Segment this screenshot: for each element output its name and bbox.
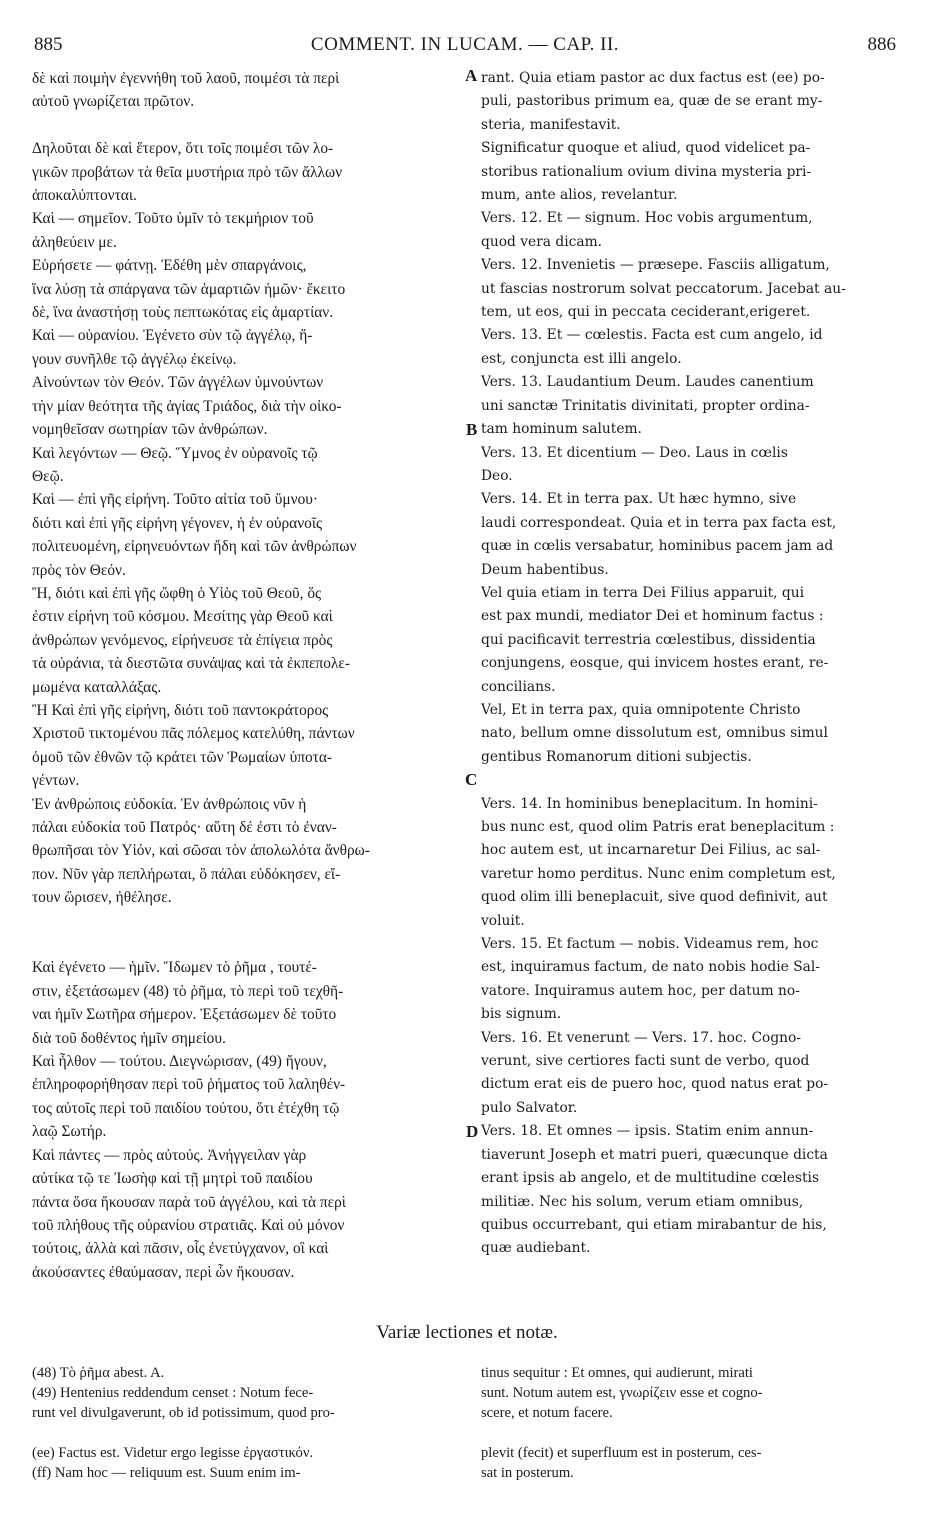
latin-text-line: Vers. 13. Et dicentium — Deo. Laus in cœlis	[481, 444, 788, 461]
latin-text-line: quod vera dicam.	[481, 233, 603, 250]
latin-text-line: Vers. 14. In hominibus beneplacitum. In homini-	[481, 795, 818, 812]
greek-text-line: Ἐν ἀνθρώποις εὐδοκία. Ἐν ἀνθρώποις νῦν ἡ	[32, 795, 307, 813]
greek-text-line: πον. Νῦν γὰρ πεπλήρωται, ὃ πάλαι εὐδόκησεν, εἴ-	[32, 865, 341, 883]
greek-text-line: στιν, ἐξετάσωμεν (48) τὸ ῥῆμα, τὸ περὶ τοῦ τεχθῆ-	[32, 982, 344, 1000]
latin-text-line: puli, pastoribus primum ea, quæ de se erant my-	[481, 93, 823, 110]
latin-text-line: tiaverunt Joseph et matri pueri, quæcunque dicta	[481, 1146, 828, 1163]
greek-text-line: τὰ οὐράνια, τὰ διεστῶτα συνάψας καὶ τὰ ἐκπεπολε-	[32, 655, 350, 673]
greek-text-line: Χριστοῦ τικτομένου πᾶς πόλεμος κατελύθη, πάντων	[32, 725, 355, 743]
notes-left-column	[32, 1363, 462, 1483]
latin-text-line: Vers. 12. Et — signum. Hoc vobis argumentum,	[481, 210, 813, 227]
greek-text-line: τούτοις, ἀλλὰ καὶ πᾶσιν, οἷς ἐνετύγχανον, οἳ καὶ	[32, 1240, 329, 1258]
greek-text-line	[32, 114, 462, 137]
latin-text-line: vatore. Inquiramus autem hoc, per datum no-	[481, 982, 800, 999]
latin-text-line: est pax mundi, mediator Dei et hominum factus :	[481, 608, 824, 625]
greek-text-line: αὐτοῦ γνωρίζεται πρῶτον.	[32, 93, 195, 111]
greek-text-line: πάντα ὅσα ἤκουσαν παρὰ τοῦ ἀγγέλου, καὶ τὰ περὶ	[32, 1193, 346, 1211]
note-line: tinus sequitur : Et omnes, qui audierunt, mirati	[481, 1365, 753, 1381]
latin-text-line: qui pacificavit terrestria cœlestibus, dissidentia	[481, 631, 816, 648]
latin-text-line: quod olim illi beneplacuit, sive quod definivit, aut	[481, 889, 828, 906]
greek-text-line: ὁμοῦ τῶν ἐθνῶν τῷ κράτει τῶν Ῥωμαίων ὑποτα-	[32, 748, 333, 766]
latin-text-line: erant ipsis ab angelo, et de multitudine cœlestis	[481, 1170, 820, 1187]
note-line: (48) Τὸ ῥῆμα abest. A.	[32, 1365, 165, 1381]
greek-text-line	[32, 910, 462, 933]
greek-text-line: Ἢ, διότι καὶ ἐπὶ γῆς ὤφθη ὁ Υἱὸς τοῦ Θεοῦ, ὅς	[32, 584, 322, 602]
latin-text-line: quæ in cœlis versabatur, hominibus pacem jam ad	[481, 538, 834, 555]
latin-text-line: pulo Salvator.	[481, 1099, 578, 1116]
latin-text-line: Vers. 12. Invenietis — præsepe. Fasciis alligatum,	[481, 257, 830, 274]
greek-text-line: τος αὐτοῖς περὶ τοῦ παιδίου τούτου, ὅτι ἐτέχθη τῷ	[32, 1099, 340, 1117]
greek-text-line: δὲ καὶ ποιμὴν ἐγεννήθη τοῦ λαοῦ, ποιμέσι τὰ περὶ	[32, 70, 340, 87]
greek-text-line: ἀληθεύειν με.	[32, 233, 117, 251]
greek-text-line: γέντων.	[32, 772, 80, 790]
latin-text-line: storibus rationalium ovium divina mysteria pri-	[481, 163, 812, 180]
greek-text-line: Καὶ πάντες — πρὸς αὐτούς. Ἀνήγγειλαν γὰρ	[32, 1146, 307, 1164]
greek-text-line: τουν ὥρισεν, ἠθέλησε.	[32, 889, 172, 907]
greek-text-line: ἐστιν εἰρήνη τοῦ κόσμου. Μεσίτης γὰρ Θεοῦ καὶ	[32, 608, 333, 626]
latin-text-line	[481, 769, 895, 792]
greek-text-line: Καὶ ἐγένετο — ἡμῖν. Ἴδωμεν τὸ ῥῆμα , τουτέ-	[32, 959, 317, 977]
note-line: plevit (fecit) et superfluum est in posterum, ces-	[481, 1445, 762, 1461]
latin-text-line: Deo.	[481, 467, 513, 484]
latin-text-line: hoc autem est, ut incarnaretur Dei Filius, ac sal-	[481, 842, 821, 859]
greek-text-line: Καὶ λεγόντων — Θεῷ. Ὕμνος ἐν οὐρανοῖς τῷ	[32, 444, 318, 462]
greek-commentary-column	[32, 67, 462, 1284]
note-line: (ff) Nam hoc — reliquum est. Suum enim im-	[32, 1465, 301, 1481]
greek-text-line: Καὶ — σημεῖον. Τοῦτο ὑμῖν τὸ τεκμήριον τοῦ	[32, 210, 314, 228]
greek-text-line: νομηθεῖσαν σωτηρίαν τῶν ἀνθρώπων.	[32, 421, 268, 439]
latin-text-line: concilians.	[481, 678, 556, 695]
latin-text-line: mum, ante alios, revelantur.	[481, 187, 678, 204]
latin-text-line: tem, ut eos, qui in peccata ceciderant,erigeret.	[481, 304, 811, 321]
latin-text-line: quæ audiebant.	[481, 1240, 591, 1257]
greek-text-line: Θεῷ.	[32, 467, 64, 485]
latin-text-line: Vel quia etiam in terra Dei Filius apparuit, qui	[481, 584, 805, 601]
latin-text-line: Deum habentibus.	[481, 561, 609, 578]
greek-text-line: πρὸς τὸν Θεόν.	[32, 561, 126, 579]
latin-text-line: ut fascias nostrorum solvat peccatorum. Jacebat au-	[481, 280, 846, 297]
margin-letter-c: C	[465, 770, 478, 789]
latin-text-line: Vel, Et in terra pax, quia omnipotente Christo	[481, 701, 801, 718]
latin-text-line: Significatur quoque et aliud, quod videlicet pa-	[481, 140, 811, 157]
latin-text-line: bis signum.	[481, 1006, 562, 1023]
greek-text-line	[32, 933, 462, 956]
page-number-right: 886	[867, 34, 896, 55]
greek-text-line: ἀποκαλύπτονται.	[32, 187, 137, 205]
latin-text-line: uni sanctæ Trinitatis divinitati, propter ordina-	[481, 397, 810, 414]
greek-text-line: Καὶ ἦλθον — τούτου. Διεγνώρισαν, (49) ἤγουν,	[32, 1053, 327, 1071]
greek-text-line: Ἢ Καὶ ἐπὶ γῆς εἰρήνη, διότι τοῦ παντοκράτορος	[32, 701, 329, 719]
latin-text-line: est, conjuncta est illi angelo.	[481, 350, 682, 367]
note-line: (49) Hentenius reddendum censet : Notum fece-	[32, 1385, 314, 1401]
greek-text-line: λαῷ Σωτήρ.	[32, 1123, 107, 1141]
latin-text-line: tam hominum salutem.	[481, 421, 642, 438]
greek-text-line: γικῶν προβάτων τὰ θεῖα μυστήρια πρὸ τῶν ἄλλων	[32, 163, 343, 181]
greek-text-line: Εὑρήσετε — φάτνῃ. Ἐδέθη μὲν σπαργάνοις,	[32, 257, 307, 275]
latin-text-line: verunt, sive certiores facti sunt de verbo, quod	[481, 1053, 810, 1070]
greek-text-line: Αἰνούντων τὸν Θεόν. Τῶν ἀγγέλων ὑμνούντων	[32, 374, 324, 392]
latin-text-line: varetur homo perditus. Nunc enim completum est,	[481, 865, 836, 882]
note-line: sat in posterum.	[481, 1465, 574, 1481]
note-line: (ee) Factus est. Videtur ergo legisse ἐργαστικόν.	[32, 1445, 314, 1461]
latin-text-line: est, inquiramus factum, de nato nobis hodie Sal-	[481, 959, 820, 976]
latin-text-line: laudi correspondeat. Quia et in terra pax facta est,	[481, 514, 837, 531]
latin-text-line: Vers. 14. Et in terra pax. Ut hæc hymno, sive	[481, 491, 797, 508]
greek-text-line: πάλαι εὐδοκία τοῦ Πατρός· αὕτη δέ ἐστι τὸ ἐναν-	[32, 819, 337, 836]
greek-text-line: μωμένα καταλλάξας.	[32, 678, 162, 696]
latin-translation-column	[481, 67, 895, 1261]
latin-text-line: gentibus Romanorum ditioni subjectis.	[481, 748, 752, 765]
greek-text-line: ἐπληροφορήθησαν περὶ τοῦ ῥήματος τοῦ λαληθέν-	[32, 1076, 346, 1094]
latin-text-line: steria, manifestavit.	[481, 116, 621, 133]
running-header	[34, 34, 896, 64]
margin-letter-b: B	[466, 420, 478, 439]
latin-text-line: conjungens, eosque, qui invicem hostes erant, re-	[481, 655, 829, 672]
greek-text-line: θρωπῆσαι τὸν Υἱόν, καὶ σῶσαι τὸν ἀπολωλότα ἄνθρω-	[32, 842, 370, 860]
latin-text-line: militiæ. Nec his solum, verum etiam omnibus,	[481, 1193, 804, 1210]
greek-text-line: Δηλοῦται δὲ καὶ ἕτερον, ὅτι τοῖς ποιμέσι τῶν λο-	[32, 140, 334, 158]
latin-text-line: Vers. 13. Et — cœlestis. Facta est cum angelo, id	[481, 327, 823, 344]
note-line	[481, 1423, 895, 1443]
greek-text-line: τοῦ πλήθους τῆς οὐρανίου στρατιᾶς. Καὶ οὐ μόνον	[32, 1216, 345, 1234]
latin-text-line: rant. Quia etiam pastor ac dux factus est (ee) po-	[481, 70, 825, 86]
notes-right-column	[481, 1363, 895, 1483]
latin-text-line: Vers. 16. Et venerunt — Vers. 17. hoc. Cogno-	[481, 1029, 802, 1046]
greek-text-line: ναι ἡμῖν Σωτῆρα σήμερον. Ἐξετάσωμεν δὲ τοῦτο	[32, 1006, 337, 1024]
running-title: COMMENT. IN LUCAM. — CAP. II.	[310, 34, 620, 55]
greek-text-line: τὴν μίαν θεότητα τῆς ἁγίας Τριάδος, διὰ τὴν οἰκο-	[32, 397, 342, 415]
note-line: runt vel divulgaverunt, ob id potissimum, quod pro-	[32, 1405, 335, 1421]
greek-text-line: Καὶ — ἐπὶ γῆς εἰρήνη. Τοῦτο αἰτία τοῦ ὕμνου·	[32, 491, 319, 509]
latin-text-line: nato, bellum omne dissolutum est, omnibus simul	[481, 725, 828, 742]
note-line: sunt. Notum autem est, γνωρίζειν esse et cogno-	[481, 1385, 763, 1401]
greek-text-line: ἵνα λύσῃ τὰ σπάργανα τῶν ἁμαρτιῶν ἡμῶν· ἔκειτο	[32, 280, 346, 298]
latin-text-line: dictum erat eis de puero hoc, quod natus erat po-	[481, 1076, 829, 1093]
page-number-left: 885	[34, 34, 63, 55]
latin-text-line: Vers. 15. Et factum — nobis. Videamus rem, hoc	[481, 936, 819, 953]
latin-text-line: voluit.	[481, 912, 525, 929]
latin-text-line: bus nunc est, quod olim Patris erat beneplacitum :	[481, 819, 835, 835]
margin-letter-d: D	[466, 1122, 479, 1141]
greek-text-line: αὐτίκα τῷ τε Ἰωσὴφ καὶ τῇ μητρὶ τοῦ παιδίου	[32, 1170, 313, 1188]
note-line	[32, 1423, 462, 1443]
greek-text-line: δὲ, ἵνα ἀναστήσῃ τοὺς πεπτωκότας εἰς ἁμαρτίαν.	[32, 304, 334, 322]
notes-heading: Variæ lectiones et notæ.	[376, 1322, 558, 1343]
note-line: scere, et notum facere.	[481, 1405, 613, 1421]
greek-text-line: πολιτευομένη, εἰρηνευόντων ἤδη καὶ τῶν ἀνθρώπων	[32, 538, 357, 556]
greek-text-line: γουν συνῆλθε τῷ ἀγγέλῳ ἐκείνῳ.	[32, 350, 237, 368]
greek-text-line: ἀνθρώπων γενόμενος, εἰρήνευσε τὰ ἐπίγεια πρὸς	[32, 631, 333, 649]
greek-text-line: διότι καὶ ἐπὶ γῆς εἰρήνη γέγονεν, ἡ ἐν οὐρανοῖς	[32, 514, 323, 532]
greek-text-line: Καὶ — οὐρανίου. Ἐγένετο σὺν τῷ ἀγγέλῳ, ἤ-	[32, 327, 313, 345]
greek-text-line: διὰ τοῦ δοθέντος ἡμῖν σημείου.	[32, 1029, 226, 1047]
margin-letter-a: A	[465, 66, 478, 85]
greek-text-line: ἀκούσαντες ἐθαύμασαν, περὶ ὧν ἤκουσαν.	[32, 1263, 295, 1281]
latin-text-line: Vers. 13. Laudantium Deum. Laudes canentium	[481, 374, 814, 391]
latin-text-line: quibus occurrebant, qui etiam mirabantur de his,	[481, 1216, 827, 1233]
latin-text-line: Vers. 18. Et omnes — ipsis. Statim enim annun-	[481, 1123, 814, 1140]
